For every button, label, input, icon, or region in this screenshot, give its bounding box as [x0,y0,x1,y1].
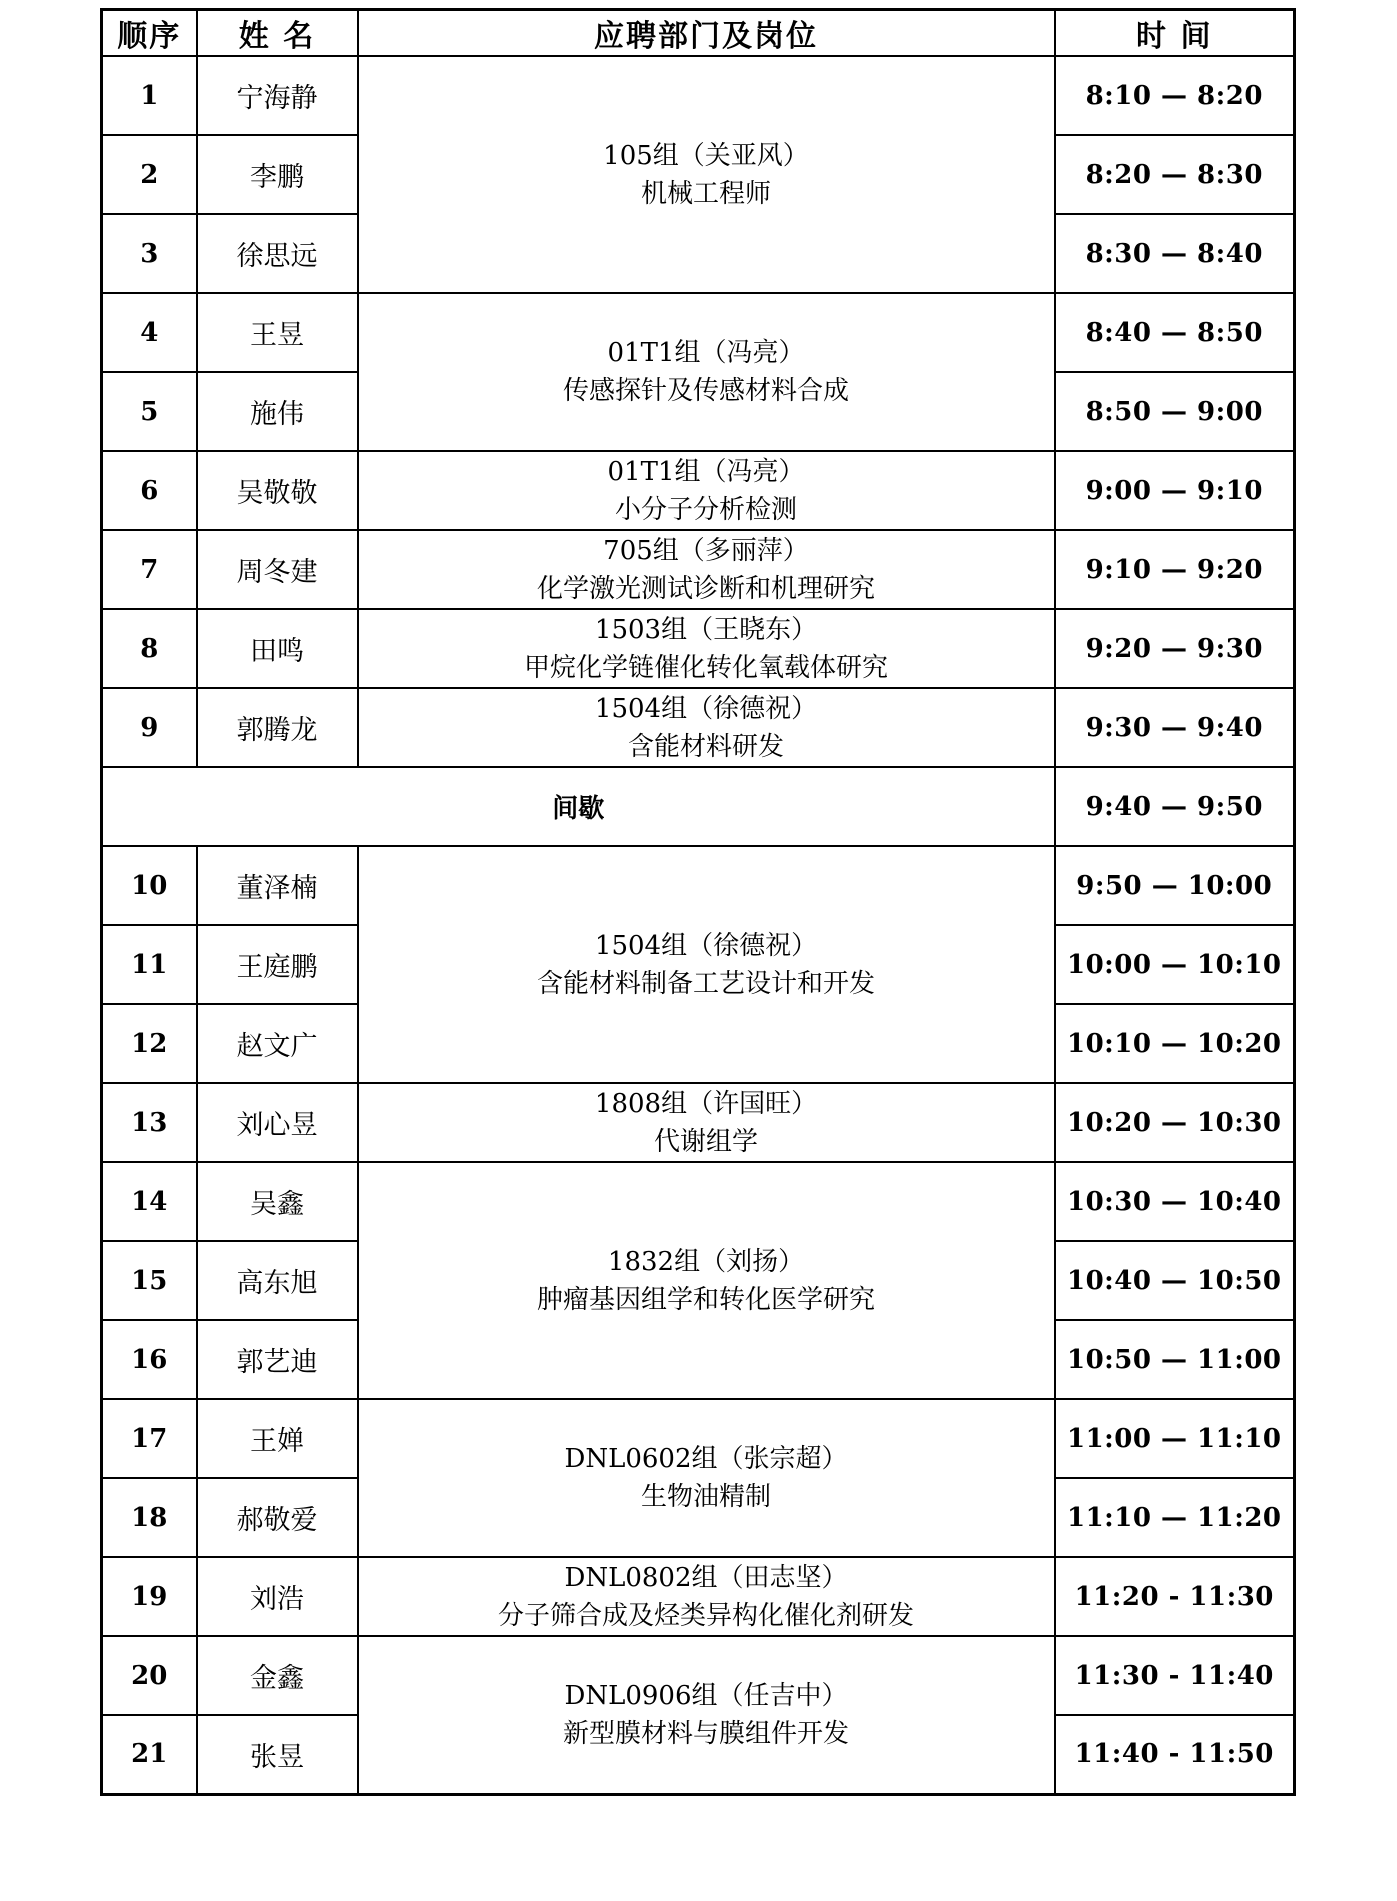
candidate-name: 吴敬敬 [197,451,358,530]
time-slot: 8:40 — 8:50 [1055,293,1295,372]
candidate-name: 宁海静 [197,56,358,135]
table-row [102,846,1295,925]
dept-group: 01T1组（冯亮） [607,456,805,487]
dept-cell [358,609,1055,688]
dept-group: 1832组（刘扬） [607,1246,805,1277]
time-slot: 11:20 - 11:30 [1055,1557,1295,1636]
row-number: 21 [102,1715,197,1794]
dept-cell [358,1162,1055,1399]
time-slot: 11:40 - 11:50 [1055,1715,1295,1794]
table-row [102,1636,1295,1715]
dept-position: 机械工程师 [640,178,771,209]
dept-cell [358,846,1055,1083]
dept-cell [358,530,1055,609]
header-order: 顺序 [102,10,197,57]
header-name: 姓 名 [197,10,358,57]
candidate-name: 赵文广 [197,1004,358,1083]
candidate-name: 王昱 [197,293,358,372]
dept-position: 甲烷化学链催化转化氧载体研究 [523,652,888,683]
row-number: 6 [102,451,197,530]
dept-group: 1808组（许国旺） [594,1088,818,1119]
time-slot: 10:50 — 11:00 [1055,1320,1295,1399]
row-number: 5 [102,372,197,451]
candidate-name: 董泽楠 [197,846,358,925]
candidate-name: 郭艺迪 [197,1320,358,1399]
table-row [102,1083,1295,1162]
dept-group: 1504组（徐德祝） [594,693,818,724]
dept-cell [358,1083,1055,1162]
time-slot: 9:30 — 9:40 [1055,688,1295,767]
dept-group: 105组（关亚风） [603,140,809,171]
row-number: 12 [102,1004,197,1083]
dept-group: 705组（多丽萍） [603,535,809,566]
header-row [102,10,1295,57]
time-slot: 9:50 — 10:00 [1055,846,1295,925]
dept-position: 含能材料制备工艺设计和开发 [536,968,875,999]
row-number: 7 [102,530,197,609]
row-number: 18 [102,1478,197,1557]
break-row [102,767,1295,846]
row-number: 1 [102,56,197,135]
candidate-name: 高东旭 [197,1241,358,1320]
dept-position: 传感探针及传感材料合成 [562,376,849,406]
table-row [102,451,1295,530]
time-slot: 8:50 — 9:00 [1055,372,1295,451]
table-row [102,1162,1295,1241]
table-row [102,688,1295,767]
row-number: 16 [102,1320,197,1399]
time-slot: 11:10 — 11:20 [1055,1478,1295,1557]
candidate-name: 周冬建 [197,530,358,609]
header-time: 时 间 [1055,10,1295,57]
dept-group: 1504组（徐德祝） [594,930,818,961]
row-number: 11 [102,925,197,1004]
candidate-name: 徐思远 [197,214,358,293]
dept-position: 生物油精制 [640,1482,771,1512]
dept-cell [358,56,1055,293]
dept-cell [358,293,1055,451]
candidate-name: 张昱 [197,1715,358,1794]
candidate-name: 郝敬爱 [197,1478,358,1557]
candidate-name: 金鑫 [197,1636,358,1715]
dept-group: 01T1组（冯亮） [607,338,805,368]
candidate-name: 吴鑫 [197,1162,358,1241]
dept-cell [358,1636,1055,1794]
time-slot: 10:30 — 10:40 [1055,1162,1295,1241]
row-number: 15 [102,1241,197,1320]
candidate-name: 郭腾龙 [197,688,358,767]
break-label: 间歇 [102,767,1055,846]
time-slot: 8:20 — 8:30 [1055,135,1295,214]
dept-position: 新型膜材料与膜组件开发 [562,1718,849,1749]
dept-group: DNL0602组（张宗超） [564,1444,848,1474]
table-row [102,530,1295,609]
row-number: 20 [102,1636,197,1715]
time-slot: 10:10 — 10:20 [1055,1004,1295,1083]
time-slot: 9:10 — 9:20 [1055,530,1295,609]
interview-schedule-table [100,8,1296,1796]
dept-cell [358,688,1055,767]
break-time: 9:40 — 9:50 [1055,767,1295,846]
time-slot: 9:00 — 9:10 [1055,451,1295,530]
candidate-name: 刘浩 [197,1557,358,1636]
table-row [102,1399,1295,1478]
dept-position: 分子筛合成及烃类异构化催化剂研发 [497,1600,914,1631]
row-number: 8 [102,609,197,688]
dept-position: 代谢组学 [653,1126,758,1157]
dept-position: 小分子分析检测 [614,494,797,525]
table-row [102,56,1295,135]
dept-group: 1503组（王晓东） [594,614,818,645]
row-number: 9 [102,688,197,767]
row-number: 17 [102,1399,197,1478]
row-number: 13 [102,1083,197,1162]
candidate-name: 李鹏 [197,135,358,214]
table-row [102,293,1295,372]
time-slot: 8:10 — 8:20 [1055,56,1295,135]
row-number: 19 [102,1557,197,1636]
time-slot: 9:20 — 9:30 [1055,609,1295,688]
time-slot: 10:00 — 10:10 [1055,925,1295,1004]
table-row [102,609,1295,688]
dept-cell [358,1399,1055,1557]
time-slot: 10:20 — 10:30 [1055,1083,1295,1162]
row-number: 10 [102,846,197,925]
dept-position: 肿瘤基因组学和转化医学研究 [536,1284,875,1315]
row-number: 3 [102,214,197,293]
dept-cell [358,451,1055,530]
candidate-name: 王婵 [197,1399,358,1478]
candidate-name: 王庭鹏 [197,925,358,1004]
time-slot: 8:30 — 8:40 [1055,214,1295,293]
candidate-name: 施伟 [197,372,358,451]
dept-group: DNL0802组（田志坚） [564,1562,848,1593]
row-number: 4 [102,293,197,372]
candidate-name: 刘心昱 [197,1083,358,1162]
time-slot: 11:00 — 11:10 [1055,1399,1295,1478]
table-row [102,1557,1295,1636]
header-dept: 应聘部门及岗位 [358,10,1055,57]
dept-cell [358,1557,1055,1636]
candidate-name: 田鸣 [197,609,358,688]
row-number: 14 [102,1162,197,1241]
dept-position: 含能材料研发 [627,731,784,762]
dept-position: 化学激光测试诊断和机理研究 [536,573,875,604]
row-number: 2 [102,135,197,214]
time-slot: 10:40 — 10:50 [1055,1241,1295,1320]
dept-group: DNL0906组（任吉中） [564,1680,848,1711]
time-slot: 11:30 - 11:40 [1055,1636,1295,1715]
